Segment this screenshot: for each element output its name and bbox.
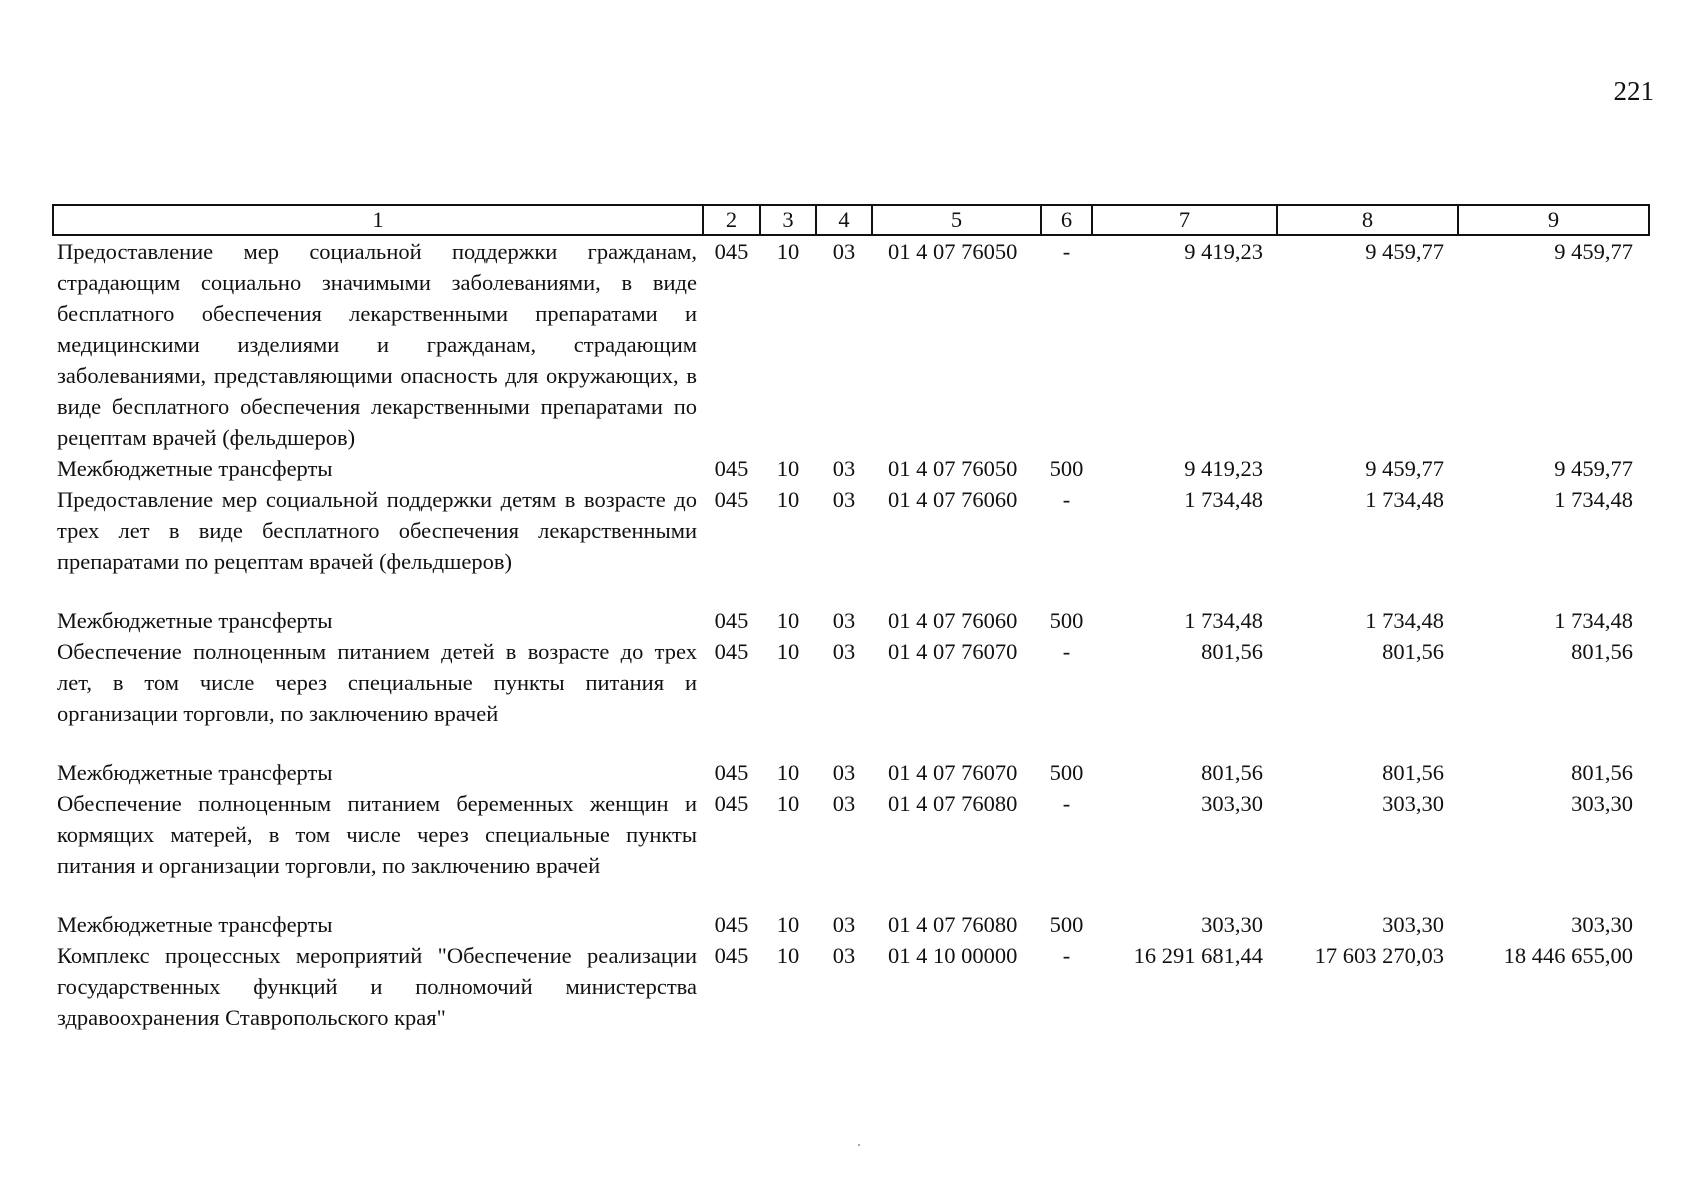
cell-target-article: 01 4 07 76060 [888, 608, 1018, 633]
cell-subsection-code: 03 [832, 943, 856, 968]
cell-amount-col8: 1 734,48 [1365, 487, 1444, 512]
table-row [53, 636, 1649, 729]
cell-expense-type: - [1062, 487, 1071, 512]
cell-ministry-code: 045 [714, 912, 749, 937]
header-col-2: 2 [703, 205, 760, 235]
table-body [53, 235, 1649, 1033]
cell-amount-col7: 303,30 [1201, 912, 1263, 937]
table-row [53, 788, 1649, 881]
table-row [53, 909, 1649, 940]
cell-amount-col9: 1 734,48 [1554, 487, 1633, 512]
row-name: Межбюджетные трансферты [57, 608, 333, 633]
cell-ministry-code: 045 [714, 608, 749, 633]
table-header [53, 205, 1649, 235]
cell-subsection-code: 03 [832, 239, 856, 264]
cell-target-article: 01 4 07 76070 [888, 760, 1018, 785]
cell-amount-col9: 303,30 [1571, 912, 1633, 937]
row-name: Межбюджетные трансферты [57, 760, 333, 785]
cell-target-article: 01 4 07 76060 [888, 487, 1018, 512]
cell-amount-col9: 801,56 [1571, 639, 1633, 664]
cell-ministry-code: 045 [714, 943, 749, 968]
cell-subsection-code: 03 [832, 639, 856, 664]
table-row [53, 484, 1649, 577]
cell-amount-col8: 17 603 270,03 [1314, 943, 1444, 968]
cell-amount-col8: 1 734,48 [1365, 608, 1444, 633]
header-col-3: 3 [760, 205, 816, 235]
cell-amount-col9: 303,30 [1571, 791, 1633, 816]
cell-amount-col7: 9 419,23 [1184, 456, 1263, 481]
cell-target-article: 01 4 07 76080 [888, 912, 1018, 937]
cell-amount-col8: 303,30 [1382, 912, 1444, 937]
header-col-8: 8 [1277, 205, 1458, 235]
row-spacer [53, 729, 1649, 757]
scan-artifact-dot [858, 1144, 860, 1146]
cell-section-code: 10 [776, 791, 800, 816]
row-name: Межбюджетные трансферты [57, 456, 333, 481]
cell-target-article: 01 4 07 76050 [888, 456, 1018, 481]
cell-target-article: 01 4 07 76050 [888, 239, 1018, 264]
cell-amount-col9: 18 446 655,00 [1503, 943, 1633, 968]
header-col-1: 1 [53, 205, 703, 235]
cell-ministry-code: 045 [714, 791, 749, 816]
cell-target-article: 01 4 07 76080 [888, 791, 1018, 816]
row-name: Обеспечение полноценным питанием детей в возрасте до трех лет, в том числе через специальные пункты питания и организации торговли, по заключению врачей [57, 639, 697, 726]
cell-target-article: 01 4 07 76070 [888, 639, 1018, 664]
cell-expense-type: - [1062, 943, 1071, 968]
cell-expense-type: - [1062, 239, 1071, 264]
header-col-9: 9 [1458, 205, 1649, 235]
cell-subsection-code: 03 [832, 487, 856, 512]
cell-section-code: 10 [776, 760, 800, 785]
row-name: Комплекс процессных мероприятий "Обеспечение реализации государственных функций и полномочий министерства здравоохранения Ставропольского края" [57, 943, 697, 1030]
cell-subsection-code: 03 [832, 456, 856, 481]
row-name: Обеспечение полноценным питанием беременных женщин и кормящих матерей, в том числе через специальные пункты питания и организации торговли, по заключению врачей [57, 791, 697, 878]
row-spacer [53, 577, 1649, 605]
cell-target-article: 01 4 10 00000 [888, 943, 1018, 968]
cell-amount-col8: 801,56 [1382, 639, 1444, 664]
header-col-4: 4 [816, 205, 872, 235]
cell-ministry-code: 045 [714, 639, 749, 664]
cell-section-code: 10 [776, 639, 800, 664]
cell-section-code: 10 [776, 456, 800, 481]
header-col-5: 5 [872, 205, 1041, 235]
cell-expense-type: 500 [1049, 608, 1084, 633]
cell-ministry-code: 045 [714, 487, 749, 512]
row-name: Предоставление мер социальной поддержки гражданам, страдающим социально значимыми заболеваниями, в виде бесплатного обеспечения лекарственными препаратами и медицинскими изделиями и гражданам, страдающим заболеваниями, представляющими опасность для окружающих, в виде бесплатного обеспечения лекарственными препаратами по рецептам врачей (фельдшеров) [57, 239, 697, 450]
cell-ministry-code: 045 [714, 456, 749, 481]
cell-amount-col8: 9 459,77 [1365, 239, 1444, 264]
cell-amount-col9: 9 459,77 [1554, 239, 1633, 264]
table-row [53, 235, 1649, 453]
table-row [53, 605, 1649, 636]
cell-amount-col7: 9 419,23 [1184, 239, 1263, 264]
cell-section-code: 10 [776, 487, 800, 512]
budget-table [52, 204, 1650, 1033]
cell-amount-col9: 801,56 [1571, 760, 1633, 785]
cell-subsection-code: 03 [832, 791, 856, 816]
row-name: Межбюджетные трансферты [57, 912, 333, 937]
header-col-7: 7 [1092, 205, 1277, 235]
cell-amount-col9: 9 459,77 [1554, 456, 1633, 481]
cell-subsection-code: 03 [832, 760, 856, 785]
cell-amount-col7: 801,56 [1201, 639, 1263, 664]
header-row [53, 205, 1649, 235]
table-row [53, 453, 1649, 484]
cell-section-code: 10 [776, 608, 800, 633]
cell-amount-col7: 1 734,48 [1184, 608, 1263, 633]
cell-section-code: 10 [776, 239, 800, 264]
table-row [53, 757, 1649, 788]
table-row [53, 940, 1649, 1033]
cell-amount-col8: 801,56 [1382, 760, 1444, 785]
cell-amount-col8: 9 459,77 [1365, 456, 1444, 481]
cell-ministry-code: 045 [714, 760, 749, 785]
cell-expense-type: - [1062, 791, 1071, 816]
cell-amount-col7: 1 734,48 [1184, 487, 1263, 512]
cell-subsection-code: 03 [832, 608, 856, 633]
cell-expense-type: 500 [1049, 912, 1084, 937]
cell-amount-col7: 801,56 [1201, 760, 1263, 785]
cell-expense-type: 500 [1049, 760, 1084, 785]
page-number: 221 [1613, 76, 1654, 106]
cell-expense-type: 500 [1049, 456, 1084, 481]
row-name: Предоставление мер социальной поддержки детям в возрасте до трех лет в виде бесплатного обеспечения лекарственными препаратами по рецептам врачей (фельдшеров) [57, 487, 697, 574]
cell-section-code: 10 [776, 912, 800, 937]
cell-subsection-code: 03 [832, 912, 856, 937]
cell-amount-col7: 16 291 681,44 [1133, 943, 1263, 968]
cell-ministry-code: 045 [714, 239, 749, 264]
row-spacer [53, 881, 1649, 909]
cell-amount-col7: 303,30 [1201, 791, 1263, 816]
cell-amount-col9: 1 734,48 [1554, 608, 1633, 633]
header-col-6: 6 [1041, 205, 1092, 235]
cell-section-code: 10 [776, 943, 800, 968]
cell-expense-type: - [1062, 639, 1071, 664]
cell-amount-col8: 303,30 [1382, 791, 1444, 816]
